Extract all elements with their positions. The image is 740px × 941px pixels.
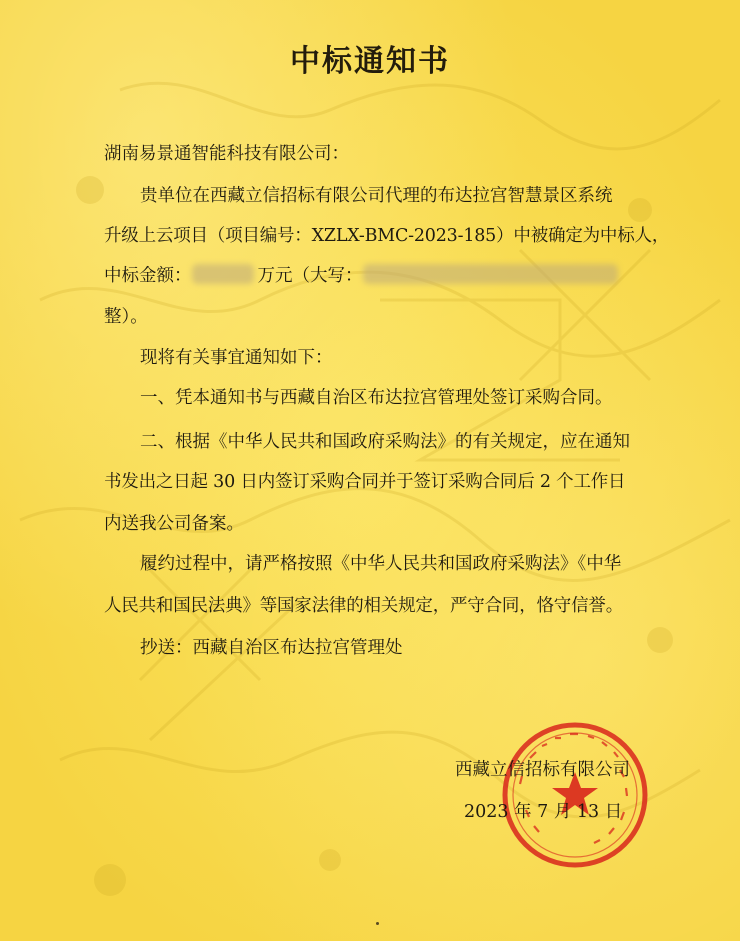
signer-company: 西藏立信招标有限公司: [455, 760, 630, 780]
redacted-amount-uppercase: [363, 264, 618, 284]
recipient-line: 湖南易景通智能科技有限公司：: [104, 144, 349, 164]
item-1: 一、凭本通知书与西藏自治区布达拉宫管理处签订采购合同。: [140, 388, 613, 408]
body-line-1: 贵单位在西藏立信招标有限公司代理的布达拉宫智慧景区系统: [140, 186, 613, 206]
amount-unit: 万元（大写：: [257, 266, 363, 286]
amount-label: 中标金额：: [104, 266, 192, 286]
item-2-line-2: 书发出之日起 30 日内签订采购合同并于签订采购合同后 2 个工作日: [104, 472, 626, 492]
item-2-line-3: 内送我公司备案。: [104, 514, 244, 534]
amount-end-line: 整）。: [104, 307, 148, 327]
body-line-2: 升级上云项目（项目编号：XZLX-BMC-2023-185）中被确定为中标人，: [104, 226, 670, 246]
issue-date: 2023 年 7 月 13 日: [464, 802, 623, 822]
document-title: 中标通知书: [290, 44, 450, 79]
closing-line-1: 履约过程中，请严格按照《中华人民共和国政府采购法》《中华: [140, 554, 622, 574]
amount-line: [104, 262, 618, 287]
closing-line-2: 人民共和国民法典》等国家法律的相关规定，严守合同，恪守信誉。: [104, 596, 623, 616]
notice-intro: 现将有关事宜通知如下：: [140, 348, 333, 368]
official-seal: [500, 720, 650, 870]
redacted-amount: [192, 264, 254, 284]
cc-line: 抄送：西藏自治区布达拉宫管理处: [140, 638, 403, 658]
speck: [376, 922, 379, 925]
item-2-line-1: 二、根据《中华人民共和国政府采购法》的有关规定，应在通知: [140, 432, 630, 452]
